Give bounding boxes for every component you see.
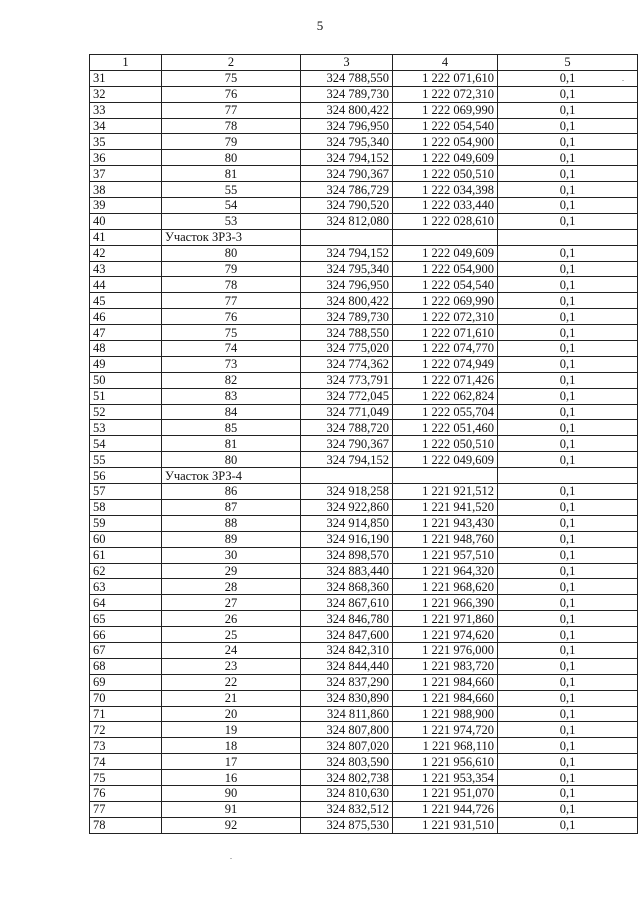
x-coordinate-cell: 324 794,152 <box>301 150 393 166</box>
row-number-cell: 48 <box>90 341 162 357</box>
row-number-cell: 69 <box>90 674 162 690</box>
column-header: 5 <box>498 55 638 71</box>
accuracy-cell: 0,1 <box>498 738 638 754</box>
accuracy-cell: 0,1 <box>498 86 638 102</box>
y-coordinate-cell: 1 221 968,620 <box>393 579 498 595</box>
accuracy-cell: 0,1 <box>498 388 638 404</box>
row-number-cell: 38 <box>90 182 162 198</box>
x-coordinate-cell: 324 922,860 <box>301 499 393 515</box>
x-coordinate-cell: 324 830,890 <box>301 690 393 706</box>
section-row <box>90 229 638 245</box>
y-coordinate-cell: 1 221 984,660 <box>393 690 498 706</box>
row-number-cell: 58 <box>90 499 162 515</box>
accuracy-cell: 0,1 <box>498 70 638 86</box>
y-coordinate-cell: 1 221 988,900 <box>393 706 498 722</box>
accuracy-cell: 0,1 <box>498 118 638 134</box>
x-coordinate-cell: 324 794,152 <box>301 452 393 468</box>
table-row <box>90 674 638 690</box>
table-row <box>90 484 638 500</box>
row-number-cell: 65 <box>90 611 162 627</box>
row-number-cell: 39 <box>90 198 162 214</box>
empty-cell <box>393 468 498 484</box>
row-number-cell: 33 <box>90 102 162 118</box>
x-coordinate-cell: 324 775,020 <box>301 341 393 357</box>
point-number-cell: 76 <box>162 86 301 102</box>
x-coordinate-cell: 324 772,045 <box>301 388 393 404</box>
x-coordinate-cell: 324 918,258 <box>301 484 393 500</box>
x-coordinate-cell: 324 832,512 <box>301 801 393 817</box>
accuracy-cell: 0,1 <box>498 658 638 674</box>
y-coordinate-cell: 1 222 072,310 <box>393 309 498 325</box>
row-number-cell: 60 <box>90 531 162 547</box>
table-row <box>90 452 638 468</box>
coordinates-table <box>89 54 638 834</box>
accuracy-cell: 0,1 <box>498 309 638 325</box>
point-number-cell: 23 <box>162 658 301 674</box>
point-number-cell: 75 <box>162 70 301 86</box>
accuracy-cell: 0,1 <box>498 595 638 611</box>
table-row <box>90 277 638 293</box>
accuracy-cell: 0,1 <box>498 102 638 118</box>
table-row <box>90 372 638 388</box>
accuracy-cell: 0,1 <box>498 484 638 500</box>
y-coordinate-cell: 1 221 976,000 <box>393 642 498 658</box>
accuracy-cell: 0,1 <box>498 801 638 817</box>
x-coordinate-cell: 324 796,950 <box>301 277 393 293</box>
y-coordinate-cell: 1 221 951,070 <box>393 785 498 801</box>
point-number-cell: 77 <box>162 293 301 309</box>
empty-cell <box>393 229 498 245</box>
row-number-cell: 61 <box>90 547 162 563</box>
point-number-cell: 90 <box>162 785 301 801</box>
section-title-cell: Участок ЗРЗ-3 <box>162 229 301 245</box>
table-row <box>90 611 638 627</box>
y-coordinate-cell: 1 222 074,770 <box>393 341 498 357</box>
table-row <box>90 245 638 261</box>
accuracy-cell: 0,1 <box>498 293 638 309</box>
x-coordinate-cell: 324 898,570 <box>301 547 393 563</box>
table-row <box>90 325 638 341</box>
point-number-cell: 26 <box>162 611 301 627</box>
point-number-cell: 22 <box>162 674 301 690</box>
point-number-cell: 80 <box>162 452 301 468</box>
point-number-cell: 20 <box>162 706 301 722</box>
y-coordinate-cell: 1 221 983,720 <box>393 658 498 674</box>
row-number-cell: 51 <box>90 388 162 404</box>
row-number-cell: 55 <box>90 452 162 468</box>
y-coordinate-cell: 1 221 948,760 <box>393 531 498 547</box>
y-coordinate-cell: 1 222 049,609 <box>393 245 498 261</box>
scan-speck <box>230 858 232 859</box>
table-row <box>90 658 638 674</box>
x-coordinate-cell: 324 773,791 <box>301 372 393 388</box>
table-row <box>90 436 638 452</box>
y-coordinate-cell: 1 222 050,510 <box>393 166 498 182</box>
x-coordinate-cell: 324 794,152 <box>301 245 393 261</box>
x-coordinate-cell: 324 811,860 <box>301 706 393 722</box>
point-number-cell: 81 <box>162 166 301 182</box>
y-coordinate-cell: 1 222 071,610 <box>393 70 498 86</box>
point-number-cell: 27 <box>162 595 301 611</box>
row-number-cell: 53 <box>90 420 162 436</box>
x-coordinate-cell: 324 789,730 <box>301 86 393 102</box>
row-number-cell: 59 <box>90 515 162 531</box>
row-number-cell: 31 <box>90 70 162 86</box>
point-number-cell: 85 <box>162 420 301 436</box>
y-coordinate-cell: 1 222 033,440 <box>393 198 498 214</box>
accuracy-cell: 0,1 <box>498 817 638 833</box>
point-number-cell: 16 <box>162 770 301 786</box>
table-row <box>90 102 638 118</box>
x-coordinate-cell: 324 844,440 <box>301 658 393 674</box>
row-number-cell: 72 <box>90 722 162 738</box>
point-number-cell: 87 <box>162 499 301 515</box>
accuracy-cell: 0,1 <box>498 722 638 738</box>
row-number-cell: 44 <box>90 277 162 293</box>
x-coordinate-cell: 324 800,422 <box>301 102 393 118</box>
row-number-cell: 43 <box>90 261 162 277</box>
y-coordinate-cell: 1 221 974,720 <box>393 722 498 738</box>
table-row <box>90 404 638 420</box>
x-coordinate-cell: 324 800,422 <box>301 293 393 309</box>
accuracy-cell: 0,1 <box>498 182 638 198</box>
y-coordinate-cell: 1 221 944,726 <box>393 801 498 817</box>
table-row <box>90 309 638 325</box>
y-coordinate-cell: 1 222 049,609 <box>393 150 498 166</box>
table-row <box>90 690 638 706</box>
x-coordinate-cell: 324 810,630 <box>301 785 393 801</box>
x-coordinate-cell: 324 868,360 <box>301 579 393 595</box>
table-row <box>90 817 638 833</box>
point-number-cell: 75 <box>162 325 301 341</box>
y-coordinate-cell: 1 221 957,510 <box>393 547 498 563</box>
accuracy-cell: 0,1 <box>498 706 638 722</box>
table-body <box>90 70 638 833</box>
accuracy-cell: 0,1 <box>498 563 638 579</box>
table-row <box>90 356 638 372</box>
y-coordinate-cell: 1 222 072,310 <box>393 86 498 102</box>
x-coordinate-cell: 324 796,950 <box>301 118 393 134</box>
x-coordinate-cell: 324 883,440 <box>301 563 393 579</box>
table-row <box>90 627 638 643</box>
point-number-cell: 24 <box>162 642 301 658</box>
point-number-cell: 28 <box>162 579 301 595</box>
x-coordinate-cell: 324 774,362 <box>301 356 393 372</box>
row-number-cell: 49 <box>90 356 162 372</box>
row-number-cell: 78 <box>90 817 162 833</box>
y-coordinate-cell: 1 221 974,620 <box>393 627 498 643</box>
x-coordinate-cell: 324 771,049 <box>301 404 393 420</box>
y-coordinate-cell: 1 222 071,610 <box>393 325 498 341</box>
accuracy-cell: 0,1 <box>498 372 638 388</box>
x-coordinate-cell: 324 786,729 <box>301 182 393 198</box>
y-coordinate-cell: 1 222 055,704 <box>393 404 498 420</box>
x-coordinate-cell: 324 790,520 <box>301 198 393 214</box>
accuracy-cell: 0,1 <box>498 754 638 770</box>
row-number-cell: 67 <box>90 642 162 658</box>
section-row <box>90 468 638 484</box>
accuracy-cell: 0,1 <box>498 213 638 229</box>
table-row <box>90 785 638 801</box>
accuracy-cell: 0,1 <box>498 166 638 182</box>
point-number-cell: 78 <box>162 277 301 293</box>
x-coordinate-cell: 324 790,367 <box>301 166 393 182</box>
point-number-cell: 17 <box>162 754 301 770</box>
row-number-cell: 52 <box>90 404 162 420</box>
table-row <box>90 738 638 754</box>
point-number-cell: 84 <box>162 404 301 420</box>
accuracy-cell: 0,1 <box>498 198 638 214</box>
table-row <box>90 166 638 182</box>
accuracy-cell: 0,1 <box>498 452 638 468</box>
accuracy-cell: 0,1 <box>498 579 638 595</box>
y-coordinate-cell: 1 222 062,824 <box>393 388 498 404</box>
x-coordinate-cell: 324 788,720 <box>301 420 393 436</box>
table-row <box>90 595 638 611</box>
point-number-cell: 76 <box>162 309 301 325</box>
x-coordinate-cell: 324 916,190 <box>301 531 393 547</box>
accuracy-cell: 0,1 <box>498 627 638 643</box>
point-number-cell: 19 <box>162 722 301 738</box>
column-header: 4 <box>393 55 498 71</box>
x-coordinate-cell: 324 847,600 <box>301 627 393 643</box>
table-row <box>90 213 638 229</box>
x-coordinate-cell: 324 788,550 <box>301 70 393 86</box>
point-number-cell: 88 <box>162 515 301 531</box>
row-number-cell: 34 <box>90 118 162 134</box>
table-row <box>90 770 638 786</box>
point-number-cell: 79 <box>162 134 301 150</box>
table-row <box>90 579 638 595</box>
point-number-cell: 79 <box>162 261 301 277</box>
row-number-cell: 77 <box>90 801 162 817</box>
accuracy-cell: 0,1 <box>498 436 638 452</box>
y-coordinate-cell: 1 222 051,460 <box>393 420 498 436</box>
table-row <box>90 801 638 817</box>
point-number-cell: 78 <box>162 118 301 134</box>
point-number-cell: 89 <box>162 531 301 547</box>
row-number-cell: 36 <box>90 150 162 166</box>
table-row <box>90 118 638 134</box>
point-number-cell: 80 <box>162 150 301 166</box>
y-coordinate-cell: 1 222 054,900 <box>393 134 498 150</box>
empty-cell <box>498 229 638 245</box>
accuracy-cell: 0,1 <box>498 499 638 515</box>
y-coordinate-cell: 1 222 050,510 <box>393 436 498 452</box>
table-row <box>90 388 638 404</box>
x-coordinate-cell: 324 807,020 <box>301 738 393 754</box>
y-coordinate-cell: 1 221 941,520 <box>393 499 498 515</box>
column-header: 2 <box>162 55 301 71</box>
table-row <box>90 150 638 166</box>
point-number-cell: 18 <box>162 738 301 754</box>
accuracy-cell: 0,1 <box>498 277 638 293</box>
y-coordinate-cell: 1 222 074,949 <box>393 356 498 372</box>
row-number-cell: 73 <box>90 738 162 754</box>
row-number-cell: 75 <box>90 770 162 786</box>
point-number-cell: 92 <box>162 817 301 833</box>
x-coordinate-cell: 324 789,730 <box>301 309 393 325</box>
point-number-cell: 29 <box>162 563 301 579</box>
empty-cell <box>301 468 393 484</box>
x-coordinate-cell: 324 837,290 <box>301 674 393 690</box>
x-coordinate-cell: 324 846,780 <box>301 611 393 627</box>
accuracy-cell: 0,1 <box>498 325 638 341</box>
row-number-cell: 68 <box>90 658 162 674</box>
table-row <box>90 198 638 214</box>
row-number-cell: 46 <box>90 309 162 325</box>
y-coordinate-cell: 1 221 921,512 <box>393 484 498 500</box>
table-row <box>90 134 638 150</box>
row-number-cell: 74 <box>90 754 162 770</box>
table-row <box>90 420 638 436</box>
row-number-cell: 47 <box>90 325 162 341</box>
y-coordinate-cell: 1 221 943,430 <box>393 515 498 531</box>
row-number-cell: 50 <box>90 372 162 388</box>
y-coordinate-cell: 1 222 054,900 <box>393 261 498 277</box>
row-number-cell: 45 <box>90 293 162 309</box>
y-coordinate-cell: 1 221 964,320 <box>393 563 498 579</box>
y-coordinate-cell: 1 222 028,610 <box>393 213 498 229</box>
table-row <box>90 182 638 198</box>
accuracy-cell: 0,1 <box>498 245 638 261</box>
x-coordinate-cell: 324 812,080 <box>301 213 393 229</box>
table-row <box>90 293 638 309</box>
x-coordinate-cell: 324 802,738 <box>301 770 393 786</box>
x-coordinate-cell: 324 803,590 <box>301 754 393 770</box>
x-coordinate-cell: 324 795,340 <box>301 261 393 277</box>
row-number-cell: 62 <box>90 563 162 579</box>
row-number-cell: 41 <box>90 229 162 245</box>
empty-cell <box>301 229 393 245</box>
accuracy-cell: 0,1 <box>498 150 638 166</box>
section-title-cell: Участок ЗРЗ-4 <box>162 468 301 484</box>
x-coordinate-cell: 324 790,367 <box>301 436 393 452</box>
accuracy-cell: 0,1 <box>498 674 638 690</box>
column-number-row <box>90 55 638 71</box>
point-number-cell: 54 <box>162 198 301 214</box>
row-number-cell: 32 <box>90 86 162 102</box>
row-number-cell: 42 <box>90 245 162 261</box>
x-coordinate-cell: 324 795,340 <box>301 134 393 150</box>
y-coordinate-cell: 1 222 049,609 <box>393 452 498 468</box>
y-coordinate-cell: 1 221 966,390 <box>393 595 498 611</box>
accuracy-cell: 0,1 <box>498 404 638 420</box>
table-row <box>90 531 638 547</box>
y-coordinate-cell: 1 221 968,110 <box>393 738 498 754</box>
row-number-cell: 64 <box>90 595 162 611</box>
accuracy-cell: 0,1 <box>498 547 638 563</box>
table-row <box>90 642 638 658</box>
accuracy-cell: 0,1 <box>498 611 638 627</box>
accuracy-cell: 0,1 <box>498 515 638 531</box>
row-number-cell: 66 <box>90 627 162 643</box>
table-row <box>90 722 638 738</box>
y-coordinate-cell: 1 221 956,610 <box>393 754 498 770</box>
point-number-cell: 77 <box>162 102 301 118</box>
y-coordinate-cell: 1 222 054,540 <box>393 118 498 134</box>
table-row <box>90 499 638 515</box>
empty-cell <box>498 468 638 484</box>
y-coordinate-cell: 1 221 931,510 <box>393 817 498 833</box>
table-row <box>90 86 638 102</box>
accuracy-cell: 0,1 <box>498 341 638 357</box>
row-number-cell: 40 <box>90 213 162 229</box>
y-coordinate-cell: 1 222 071,426 <box>393 372 498 388</box>
point-number-cell: 81 <box>162 436 301 452</box>
row-number-cell: 76 <box>90 785 162 801</box>
x-coordinate-cell: 324 842,310 <box>301 642 393 658</box>
point-number-cell: 91 <box>162 801 301 817</box>
accuracy-cell: 0,1 <box>498 261 638 277</box>
y-coordinate-cell: 1 222 034,398 <box>393 182 498 198</box>
table-row <box>90 341 638 357</box>
row-number-cell: 54 <box>90 436 162 452</box>
point-number-cell: 21 <box>162 690 301 706</box>
y-coordinate-cell: 1 221 984,660 <box>393 674 498 690</box>
point-number-cell: 80 <box>162 245 301 261</box>
page-number: 5 <box>316 18 324 33</box>
point-number-cell: 74 <box>162 341 301 357</box>
accuracy-cell: 0,1 <box>498 356 638 372</box>
row-number-cell: 56 <box>90 468 162 484</box>
column-header: 3 <box>301 55 393 71</box>
x-coordinate-cell: 324 914,850 <box>301 515 393 531</box>
point-number-cell: 73 <box>162 356 301 372</box>
row-number-cell: 70 <box>90 690 162 706</box>
row-number-cell: 63 <box>90 579 162 595</box>
accuracy-cell: 0,1 <box>498 690 638 706</box>
accuracy-cell: 0,1 <box>498 642 638 658</box>
table-row <box>90 261 638 277</box>
point-number-cell: 83 <box>162 388 301 404</box>
x-coordinate-cell: 324 807,800 <box>301 722 393 738</box>
row-number-cell: 57 <box>90 484 162 500</box>
x-coordinate-cell: 324 867,610 <box>301 595 393 611</box>
table-row <box>90 563 638 579</box>
row-number-cell: 37 <box>90 166 162 182</box>
point-number-cell: 53 <box>162 213 301 229</box>
row-number-cell: 35 <box>90 134 162 150</box>
table-row <box>90 754 638 770</box>
accuracy-cell: 0,1 <box>498 770 638 786</box>
y-coordinate-cell: 1 221 953,354 <box>393 770 498 786</box>
table-row <box>90 706 638 722</box>
y-coordinate-cell: 1 221 971,860 <box>393 611 498 627</box>
accuracy-cell: 0,1 <box>498 531 638 547</box>
y-coordinate-cell: 1 222 069,990 <box>393 293 498 309</box>
table-row <box>90 547 638 563</box>
accuracy-cell: 0,1 <box>498 420 638 436</box>
point-number-cell: 82 <box>162 372 301 388</box>
point-number-cell: 86 <box>162 484 301 500</box>
x-coordinate-cell: 324 788,550 <box>301 325 393 341</box>
point-number-cell: 25 <box>162 627 301 643</box>
y-coordinate-cell: 1 222 069,990 <box>393 102 498 118</box>
accuracy-cell: 0,1 <box>498 785 638 801</box>
column-header: 1 <box>90 55 162 71</box>
row-number-cell: 71 <box>90 706 162 722</box>
x-coordinate-cell: 324 875,530 <box>301 817 393 833</box>
point-number-cell: 30 <box>162 547 301 563</box>
y-coordinate-cell: 1 222 054,540 <box>393 277 498 293</box>
table-row <box>90 515 638 531</box>
table-row <box>90 70 638 86</box>
point-number-cell: 55 <box>162 182 301 198</box>
accuracy-cell: 0,1 <box>498 134 638 150</box>
